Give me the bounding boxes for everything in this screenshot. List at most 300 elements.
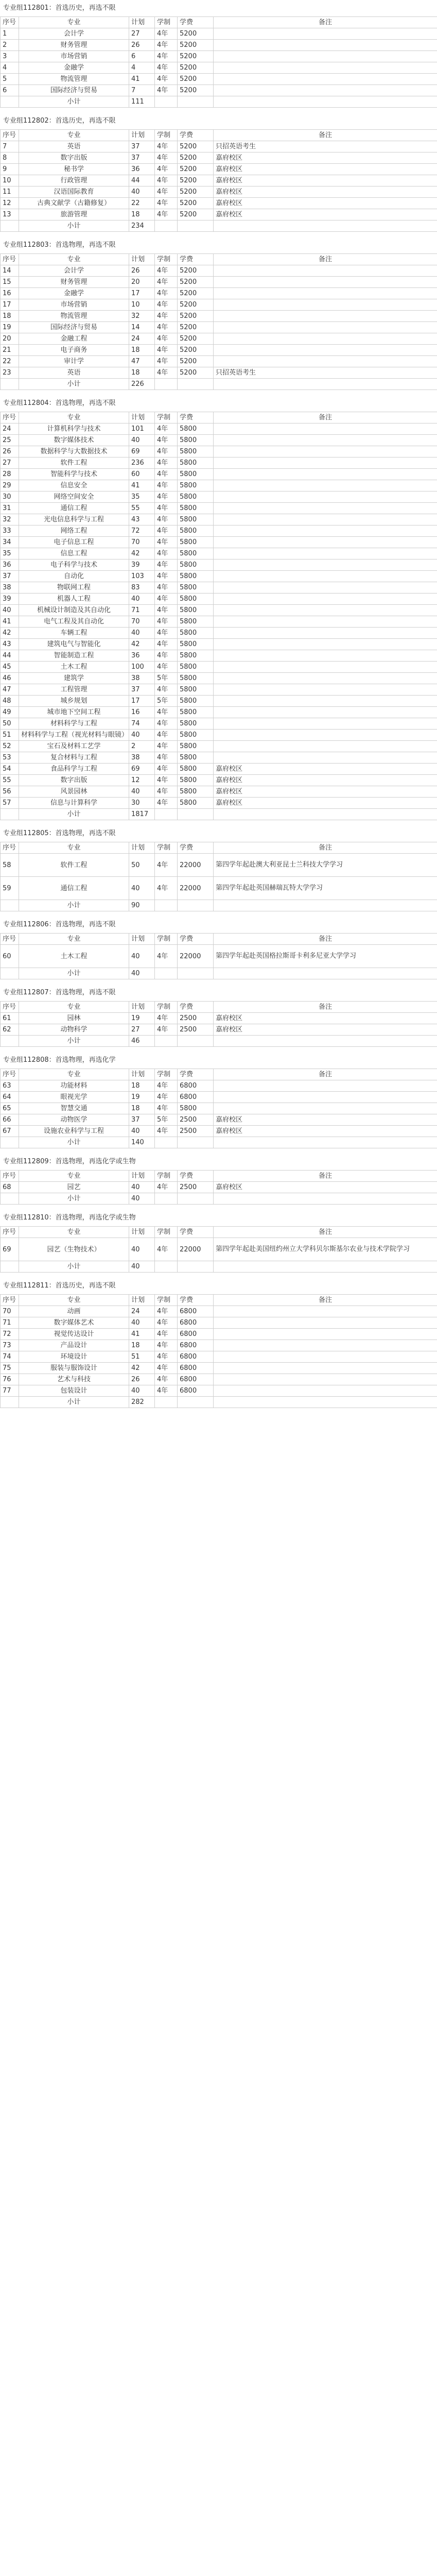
header-years: 学制 — [155, 254, 178, 265]
cell-fee: 5800 — [178, 639, 214, 650]
cell-plan: 26 — [129, 40, 155, 51]
cell-major: 物流管理 — [19, 74, 129, 85]
header-fee: 学费 — [178, 1171, 214, 1182]
table-row — [1, 333, 437, 345]
header-plan: 计划 — [129, 1069, 155, 1080]
cell-note — [214, 514, 437, 526]
cell-years: 4年 — [155, 457, 178, 469]
subtotal-label: 小计 — [19, 1397, 129, 1408]
subtotal-empty-cell — [214, 968, 437, 979]
cell-major: 软件工程 — [19, 854, 129, 877]
table-row — [1, 786, 437, 798]
cell-years: 4年 — [155, 265, 178, 277]
cell-plan: 100 — [129, 662, 155, 673]
cell-no: 76 — [1, 1374, 19, 1385]
cell-note — [214, 299, 437, 311]
cell-major: 产品设计 — [19, 1340, 129, 1351]
header-note: 备注 — [214, 17, 437, 28]
cell-fee: 5200 — [178, 299, 214, 311]
header-note: 备注 — [214, 934, 437, 945]
cell-note — [214, 74, 437, 85]
table-row — [1, 1182, 437, 1193]
subtotal-empty-cell — [214, 1137, 437, 1148]
subtotal-row — [1, 379, 437, 390]
subtotal-empty-cell — [1, 1193, 19, 1205]
group-title: 专业组112807：首选物理，再选不限 — [0, 985, 437, 1001]
cell-plan: 40 — [129, 786, 155, 798]
cell-years: 4年 — [155, 367, 178, 379]
cell-no: 13 — [1, 209, 19, 221]
subtotal-value: 226 — [129, 379, 155, 390]
subtotal-label: 小计 — [19, 968, 129, 979]
subtotal-empty-cell — [178, 968, 214, 979]
header-note: 备注 — [214, 1227, 437, 1238]
cell-no: 40 — [1, 605, 19, 616]
cell-no: 77 — [1, 1385, 19, 1397]
major-table — [0, 1226, 437, 1273]
cell-note: 嘉府校区 — [214, 775, 437, 786]
header-plan: 计划 — [129, 130, 155, 141]
cell-fee: 2500 — [178, 1114, 214, 1126]
major-table — [0, 1170, 437, 1205]
cell-fee: 5200 — [178, 141, 214, 152]
cell-note — [214, 265, 437, 277]
cell-plan: 30 — [129, 798, 155, 809]
header-plan: 计划 — [129, 1002, 155, 1013]
cell-plan: 83 — [129, 582, 155, 594]
cell-major: 电气工程及其自动化 — [19, 616, 129, 628]
cell-no: 23 — [1, 367, 19, 379]
cell-plan: 10 — [129, 299, 155, 311]
cell-no: 32 — [1, 514, 19, 526]
header-no: 序号 — [1, 254, 19, 265]
cell-fee: 5800 — [178, 605, 214, 616]
cell-years: 4年 — [155, 28, 178, 40]
cell-plan: 19 — [129, 1092, 155, 1103]
cell-fee: 6800 — [178, 1385, 214, 1397]
cell-years: 4年 — [155, 798, 178, 809]
cell-major: 国际经济与贸易 — [19, 85, 129, 96]
header-major: 专业 — [19, 1227, 129, 1238]
subtotal-empty-cell — [178, 379, 214, 390]
cell-note — [214, 333, 437, 345]
table-row — [1, 152, 437, 164]
major-table — [0, 253, 437, 390]
header-note: 备注 — [214, 130, 437, 141]
header-note: 备注 — [214, 1295, 437, 1306]
subtotal-empty-cell — [1, 1036, 19, 1047]
cell-major: 建筑电气与智能化 — [19, 639, 129, 650]
cell-plan: 42 — [129, 548, 155, 560]
cell-fee: 5800 — [178, 469, 214, 480]
cell-note — [214, 752, 437, 764]
table-row — [1, 503, 437, 514]
subtotal-empty-cell — [155, 1261, 178, 1273]
table-header-row — [1, 1227, 437, 1238]
header-years: 学制 — [155, 842, 178, 854]
cell-no: 61 — [1, 1013, 19, 1024]
cell-years: 4年 — [155, 345, 178, 356]
cell-fee: 5800 — [178, 741, 214, 752]
table-row — [1, 605, 437, 616]
table-row — [1, 28, 437, 40]
group-title: 专业组112802：首选历史，再选不限 — [0, 113, 437, 129]
cell-fee: 5800 — [178, 446, 214, 457]
header-plan: 计划 — [129, 842, 155, 854]
group-title: 专业组112804：首选物理，再选不限 — [0, 395, 437, 412]
table-row — [1, 74, 437, 85]
major-group — [0, 1052, 437, 1154]
cell-years: 4年 — [155, 786, 178, 798]
cell-fee: 5800 — [178, 786, 214, 798]
table-row — [1, 945, 437, 968]
table-row — [1, 673, 437, 684]
subtotal-label: 小计 — [19, 1137, 129, 1148]
subtotal-empty-cell — [1, 96, 19, 108]
table-row — [1, 798, 437, 809]
cell-plan: 40 — [129, 628, 155, 639]
cell-fee: 5800 — [178, 764, 214, 775]
header-years: 学制 — [155, 1002, 178, 1013]
header-fee: 学费 — [178, 17, 214, 28]
cell-years: 4年 — [155, 164, 178, 175]
table-row — [1, 1329, 437, 1340]
cell-fee: 5800 — [178, 1103, 214, 1114]
cell-major: 金融学 — [19, 62, 129, 74]
major-table — [0, 842, 437, 911]
header-no: 序号 — [1, 412, 19, 423]
table-row — [1, 1363, 437, 1374]
cell-note — [214, 1351, 437, 1363]
cell-major: 土木工程 — [19, 945, 129, 968]
cell-fee: 5200 — [178, 51, 214, 62]
cell-years: 4年 — [155, 616, 178, 628]
cell-years: 4年 — [155, 480, 178, 492]
cell-major: 数字出版 — [19, 775, 129, 786]
cell-no: 53 — [1, 752, 19, 764]
cell-years: 4年 — [155, 198, 178, 209]
cell-fee: 5800 — [178, 560, 214, 571]
cell-plan: 101 — [129, 423, 155, 435]
cell-fee: 5200 — [178, 164, 214, 175]
cell-years: 4年 — [155, 141, 178, 152]
cell-plan: 18 — [129, 1103, 155, 1114]
table-row — [1, 616, 437, 628]
table-row — [1, 775, 437, 786]
cell-no: 3 — [1, 51, 19, 62]
cell-note — [214, 718, 437, 730]
cell-note: 第四学年起赴英国赫瑞瓦特大学学习 — [214, 877, 437, 900]
cell-fee: 5200 — [178, 345, 214, 356]
cell-major: 服装与服饰设计 — [19, 1363, 129, 1374]
cell-years: 4年 — [155, 662, 178, 673]
cell-plan: 40 — [129, 1126, 155, 1137]
header-no: 序号 — [1, 130, 19, 141]
cell-plan: 70 — [129, 616, 155, 628]
cell-fee: 22000 — [178, 945, 214, 968]
subtotal-label: 小计 — [19, 809, 129, 820]
cell-note — [214, 560, 437, 571]
cell-no: 74 — [1, 1351, 19, 1363]
subtotal-row — [1, 1193, 437, 1205]
group-title: 专业组112806：首选物理，再选不限 — [0, 917, 437, 933]
cell-note — [214, 526, 437, 537]
cell-major: 数字媒体技术 — [19, 435, 129, 446]
cell-no: 4 — [1, 62, 19, 74]
table-row — [1, 628, 437, 639]
subtotal-empty-cell — [155, 1397, 178, 1408]
cell-no: 47 — [1, 684, 19, 696]
cell-fee: 5800 — [178, 798, 214, 809]
cell-years: 4年 — [155, 560, 178, 571]
cell-years: 4年 — [155, 764, 178, 775]
table-header-row — [1, 412, 437, 423]
header-major: 专业 — [19, 934, 129, 945]
cell-note: 嘉府校区 — [214, 187, 437, 198]
table-row — [1, 1238, 437, 1261]
cell-years: 4年 — [155, 1363, 178, 1374]
header-years: 学制 — [155, 130, 178, 141]
cell-note: 嘉府校区 — [214, 1013, 437, 1024]
major-group — [0, 113, 437, 237]
cell-fee: 5800 — [178, 503, 214, 514]
cell-major: 汉语国际教育 — [19, 187, 129, 198]
cell-note — [214, 628, 437, 639]
subtotal-empty-cell — [214, 1261, 437, 1273]
table-row — [1, 1306, 437, 1317]
cell-note — [214, 605, 437, 616]
cell-major: 城乡规划 — [19, 696, 129, 707]
cell-note — [214, 277, 437, 288]
cell-years: 4年 — [155, 548, 178, 560]
cell-plan: 22 — [129, 198, 155, 209]
cell-note: 只招英语考生 — [214, 367, 437, 379]
cell-years: 4年 — [155, 718, 178, 730]
cell-note — [214, 662, 437, 673]
table-header-row — [1, 842, 437, 854]
table-row — [1, 311, 437, 322]
major-table — [0, 129, 437, 232]
cell-no: 2 — [1, 40, 19, 51]
cell-note — [214, 446, 437, 457]
cell-major: 动画 — [19, 1306, 129, 1317]
cell-no: 67 — [1, 1126, 19, 1137]
cell-plan: 40 — [129, 730, 155, 741]
cell-years: 4年 — [155, 1340, 178, 1351]
cell-note: 嘉府校区 — [214, 198, 437, 209]
header-years: 学制 — [155, 412, 178, 423]
cell-fee: 5200 — [178, 265, 214, 277]
major-group — [0, 985, 437, 1052]
cell-note — [214, 62, 437, 74]
cell-note: 第四学年起赴英国格拉斯哥卡利多尼亚大学学习 — [214, 945, 437, 968]
group-spacer — [0, 1273, 437, 1278]
cell-fee: 5200 — [178, 322, 214, 333]
cell-note — [214, 1374, 437, 1385]
major-group — [0, 1154, 437, 1210]
cell-note — [214, 594, 437, 605]
cell-plan: 18 — [129, 367, 155, 379]
cell-fee: 5200 — [178, 85, 214, 96]
cell-major: 光电信息科学与工程 — [19, 514, 129, 526]
table-row — [1, 1351, 437, 1363]
cell-no: 57 — [1, 798, 19, 809]
cell-years: 5年 — [155, 1114, 178, 1126]
cell-years: 5年 — [155, 673, 178, 684]
cell-note: 嘉府校区 — [214, 164, 437, 175]
cell-note: 嘉府校区 — [214, 175, 437, 187]
cell-plan: 40 — [129, 1317, 155, 1329]
cell-plan: 16 — [129, 707, 155, 718]
cell-no: 41 — [1, 616, 19, 628]
cell-fee: 5800 — [178, 673, 214, 684]
cell-no: 70 — [1, 1306, 19, 1317]
cell-no: 7 — [1, 141, 19, 152]
cell-major: 功能材料 — [19, 1080, 129, 1092]
major-group — [0, 395, 437, 825]
cell-major: 眼视光学 — [19, 1092, 129, 1103]
cell-years: 4年 — [155, 650, 178, 662]
cell-no: 54 — [1, 764, 19, 775]
header-note: 备注 — [214, 1002, 437, 1013]
cell-major: 通信工程 — [19, 877, 129, 900]
cell-fee: 22000 — [178, 854, 214, 877]
cell-major: 秘书学 — [19, 164, 129, 175]
header-plan: 计划 — [129, 1171, 155, 1182]
table-header-row — [1, 1295, 437, 1306]
cell-note: 嘉府校区 — [214, 798, 437, 809]
table-row — [1, 85, 437, 96]
cell-no: 75 — [1, 1363, 19, 1374]
cell-plan: 69 — [129, 446, 155, 457]
cell-plan: 18 — [129, 1080, 155, 1092]
cell-major: 信息安全 — [19, 480, 129, 492]
table-row — [1, 1126, 437, 1137]
cell-note — [214, 1306, 437, 1317]
cell-plan: 72 — [129, 526, 155, 537]
subtotal-empty-cell — [1, 809, 19, 820]
cell-fee: 5800 — [178, 718, 214, 730]
subtotal-empty-cell — [155, 809, 178, 820]
cell-fee: 6800 — [178, 1363, 214, 1374]
cell-years: 4年 — [155, 945, 178, 968]
cell-fee: 5800 — [178, 571, 214, 582]
cell-years: 4年 — [155, 775, 178, 786]
cell-plan: 41 — [129, 74, 155, 85]
subtotal-empty-cell — [1, 1397, 19, 1408]
header-years: 学制 — [155, 1295, 178, 1306]
header-years: 学制 — [155, 1069, 178, 1080]
table-row — [1, 877, 437, 900]
subtotal-empty-cell — [178, 1261, 214, 1273]
table-header-row — [1, 934, 437, 945]
cell-years: 4年 — [155, 492, 178, 503]
table-row — [1, 492, 437, 503]
cell-note: 第四学年起赴美国纽约州立大学科贝尔斯基尔农业与技术学院学习 — [214, 1238, 437, 1261]
cell-plan: 2 — [129, 741, 155, 752]
cell-plan: 40 — [129, 594, 155, 605]
cell-note — [214, 40, 437, 51]
cell-years: 4年 — [155, 605, 178, 616]
table-row — [1, 469, 437, 480]
cell-plan: 37 — [129, 141, 155, 152]
subtotal-empty-cell — [214, 221, 437, 232]
cell-plan: 37 — [129, 1114, 155, 1126]
cell-years: 5年 — [155, 696, 178, 707]
cell-fee: 2500 — [178, 1013, 214, 1024]
cell-fee: 5800 — [178, 707, 214, 718]
cell-years: 4年 — [155, 1103, 178, 1114]
group-title: 专业组112803：首选物理，再选不限 — [0, 237, 437, 253]
cell-note — [214, 51, 437, 62]
table-row — [1, 1340, 437, 1351]
cell-major: 城市地下空间工程 — [19, 707, 129, 718]
table-row — [1, 1374, 437, 1385]
cell-years: 4年 — [155, 537, 178, 548]
header-plan: 计划 — [129, 1227, 155, 1238]
table-row — [1, 345, 437, 356]
table-row — [1, 40, 437, 51]
cell-plan: 4 — [129, 62, 155, 74]
cell-plan: 42 — [129, 639, 155, 650]
subtotal-row — [1, 221, 437, 232]
group-title: 专业组112801：首选历史，再选不限 — [0, 0, 437, 16]
cell-years: 4年 — [155, 1385, 178, 1397]
cell-no: 15 — [1, 277, 19, 288]
cell-no: 65 — [1, 1103, 19, 1114]
cell-no: 16 — [1, 288, 19, 299]
cell-plan: 26 — [129, 265, 155, 277]
cell-major: 国际经济与贸易 — [19, 322, 129, 333]
cell-no: 38 — [1, 582, 19, 594]
cell-no: 34 — [1, 537, 19, 548]
cell-fee: 5800 — [178, 480, 214, 492]
cell-plan: 40 — [129, 187, 155, 198]
cell-plan: 40 — [129, 1238, 155, 1261]
header-note: 备注 — [214, 842, 437, 854]
table-row — [1, 51, 437, 62]
cell-no: 43 — [1, 639, 19, 650]
header-fee: 学费 — [178, 934, 214, 945]
cell-plan: 36 — [129, 650, 155, 662]
cell-no: 63 — [1, 1080, 19, 1092]
cell-plan: 51 — [129, 1351, 155, 1363]
cell-major: 设施农业科学与工程 — [19, 1126, 129, 1137]
group-spacer — [0, 108, 437, 113]
cell-years: 4年 — [155, 571, 178, 582]
cell-major: 车辆工程 — [19, 628, 129, 639]
cell-no: 20 — [1, 333, 19, 345]
cell-major: 计算机科学与技术 — [19, 423, 129, 435]
header-no: 序号 — [1, 842, 19, 854]
cell-plan: 69 — [129, 764, 155, 775]
table-row — [1, 730, 437, 741]
cell-fee: 5800 — [178, 492, 214, 503]
table-row — [1, 582, 437, 594]
subtotal-label: 小计 — [19, 379, 129, 390]
table-row — [1, 684, 437, 696]
cell-major: 智能科学与技术 — [19, 469, 129, 480]
cell-note — [214, 650, 437, 662]
major-table — [0, 933, 437, 979]
cell-no: 55 — [1, 775, 19, 786]
header-no: 序号 — [1, 1171, 19, 1182]
cell-years: 4年 — [155, 1374, 178, 1385]
cell-fee: 5800 — [178, 514, 214, 526]
subtotal-empty-cell — [178, 1397, 214, 1408]
header-no: 序号 — [1, 934, 19, 945]
major-table — [0, 1069, 437, 1148]
